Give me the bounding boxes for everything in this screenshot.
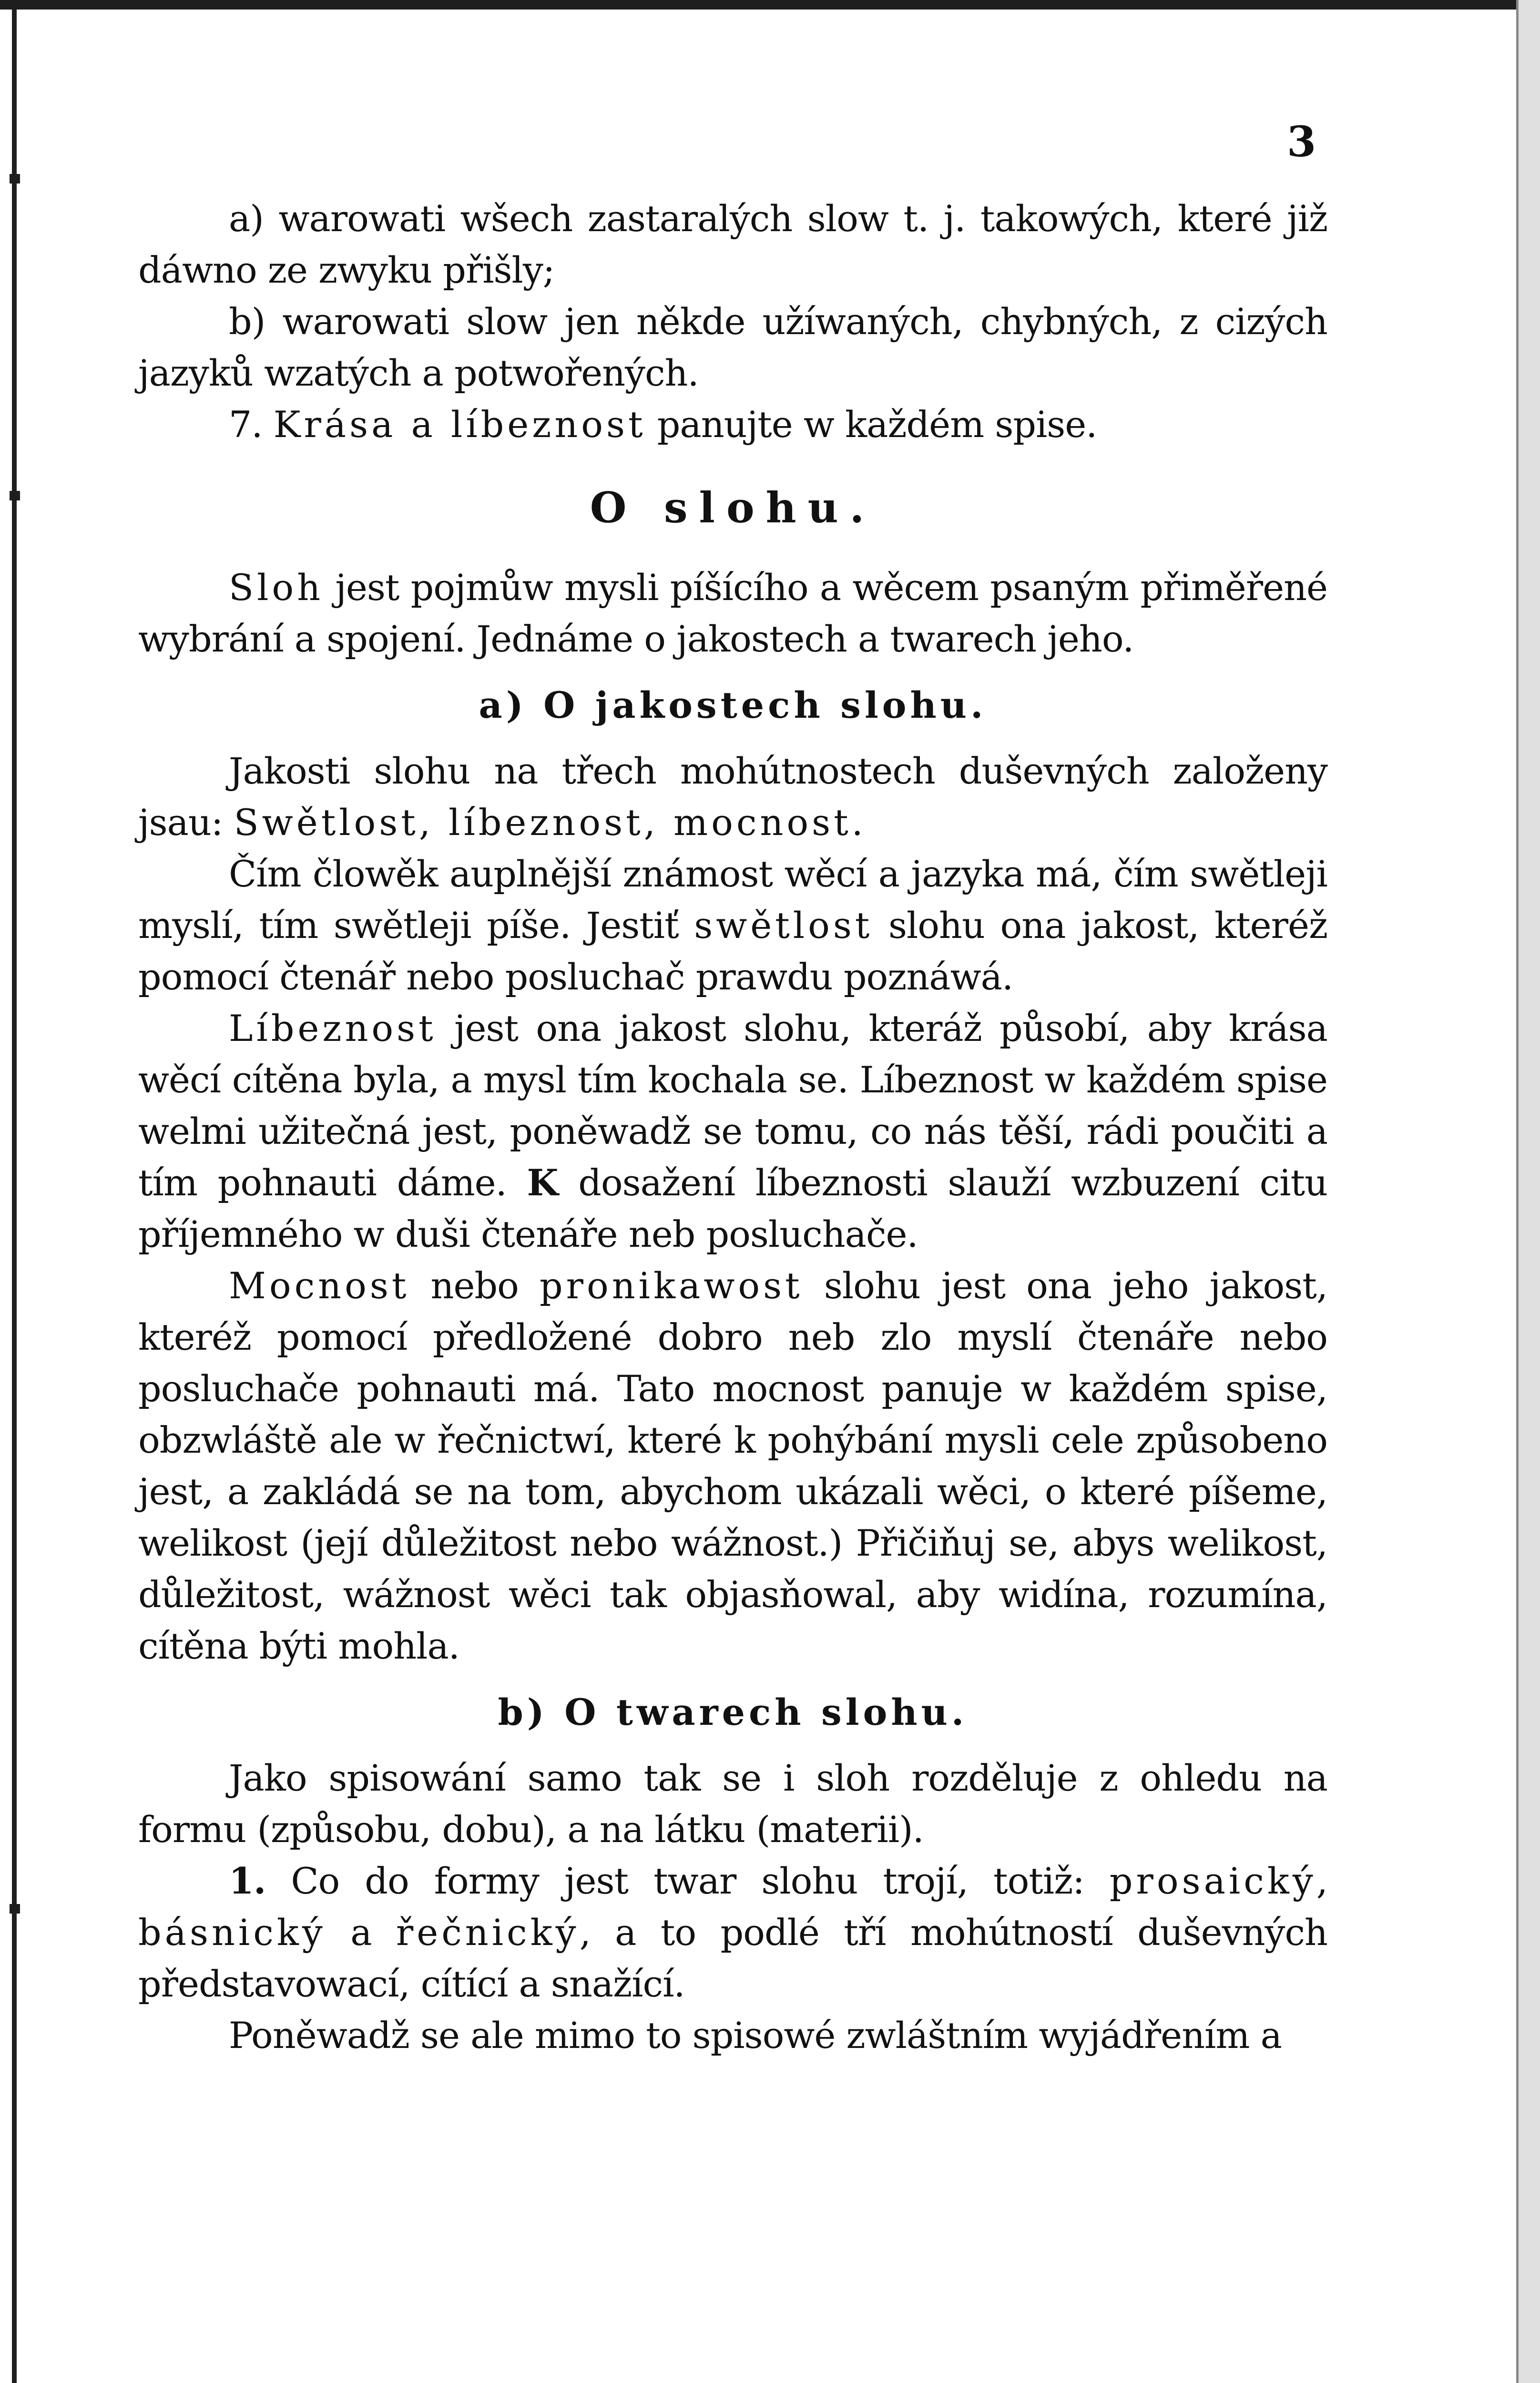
page-body <box>138 193 1327 2061</box>
emphasis-jakosti-list: Swětlost, líbeznost, mocnost. <box>234 801 867 844</box>
emphasis-sloh: Sloh <box>229 566 324 609</box>
bold-initial-k: K <box>527 1161 558 1204</box>
paragraph-spisowani: Jako spisowání samo tak se i sloh rozděluje z ohledu na formu (způsobu, dobu), a na látku (materii). <box>138 1757 1327 1851</box>
scan-border-top <box>0 0 1540 10</box>
binding-mark <box>10 1904 20 1914</box>
paragraph-rule-7 <box>138 399 1327 450</box>
emphasis-recnicky: řečnický <box>396 1911 580 1954</box>
subsection-heading-a: a) O jakostech slohu. <box>479 684 987 726</box>
mocnost-text: slohu jest ona jeho jakost, kteréž pomocí předložené dobro neb zlo myslí čtenáře nebo posluchače pohnauti má. Tato mocnost panuje w každém spise, obzwláště ale w řečnictwí, které k pohýbání mysli cele způsobeno jest, a zakládá se na tom, abychom ukázali wěci, o které píšeme, welikost (její důležitost nebo wážnost.) Přičiňuj se, abys welikost, důležitost, wážnost wěci tak objasňowal, aby widína, rozumína, cítěna býti mohla. <box>138 1264 1327 1667</box>
subsection-heading-b: b) O twarech slohu. <box>498 1691 968 1733</box>
page-number: 3 <box>1287 117 1316 166</box>
forma-text-after: a to podlé tří mohútností duševných představowací, cítící a snažící. <box>138 1911 1327 2005</box>
paragraph-rule-a: a) warowati wšech zastaralých slow t. j. takowých, které již dáwno ze zwyku přišly; <box>138 197 1327 291</box>
scan-border-left <box>12 0 17 2383</box>
emphasis-prosaicky: prosaický <box>1109 1860 1316 1902</box>
emphasis-mocnost: Mocnost <box>229 1264 410 1307</box>
swetlost-text-before: Čím člowěk auplnější známost wěcí a jazyka má, čím swětleji myslí, tím swětleji píše. Jestiť <box>138 853 1327 947</box>
jakosti-text: Jakosti slohu na třech mohútnostech duševných založeny jsau: <box>138 750 1327 844</box>
binding-mark <box>10 491 20 500</box>
paragraph-sloh-definition <box>138 562 1327 665</box>
binding-mark <box>10 174 20 183</box>
scan-border-right <box>1519 0 1540 2383</box>
paragraph-ponewadz: Poněwadž se ale mimo to spisowé zwláštním wyjádřením a <box>229 2014 1282 2057</box>
paragraph-rule-b: b) warowati slow jen někde užíwaných, chybných, z cizých jazyků wzatých a potwořených. <box>138 300 1327 394</box>
rule-number: 7. <box>229 403 263 446</box>
forma-text-before: Co do formy jest twar slohu trojí, totiž: <box>291 1860 1084 1902</box>
libeznost-text-end: dosažení líbeznosti slauží wzbuzení citu příjemného w duši čtenáře neb posluchače. <box>138 1161 1327 1255</box>
paragraph-forma: 1. Co do formy jest twar slohu trojí, totiž: prosaický, básnický a řečnický, a to podlé tří mohútností duševných představowací, cítící a snažící. <box>138 1860 1327 2005</box>
forma-conjunction: a <box>350 1911 372 1954</box>
emphasis-krasa: Krása a líbeznost <box>273 403 646 446</box>
section-heading: O slohu. <box>590 483 876 532</box>
paragraph-mocnost <box>138 1260 1327 1672</box>
mocnost-conjunction: nebo <box>430 1264 519 1307</box>
paragraph-swetlost <box>138 848 1327 1003</box>
emphasis-libeznost: Líbeznost <box>229 1007 437 1049</box>
paragraph-libeznost <box>138 1003 1327 1260</box>
rule-text: panujte w každém spise. <box>657 403 1097 446</box>
emphasis-basnicky: básnický <box>138 1911 326 1954</box>
libeznost-text: jest ona jakost slohu, kteráž působí, aby krása wěcí cítěna byla, a mysl tím kochala se. Líbeznost w každém spise welmi užitečná jest, poněwadž se tomu, co nás těší, rádi poučiti a tím pohnauti dáme. <box>138 1007 1327 1204</box>
definition-text: jest pojmůw mysli píšícího a wěcem psaným přiměřené wybrání a spojení. Jednáme o jakostech a twarech jeho. <box>138 566 1327 660</box>
paragraph-jakosti <box>138 745 1327 848</box>
emphasis-pronikawost: pronikawost <box>539 1264 803 1307</box>
emphasis-swetlost: swětlost <box>694 904 873 947</box>
item-number: 1. <box>229 1860 266 1902</box>
swetlost-text-after: slohu ona jakost, kteréž pomocí čtenář nebo posluchač prawdu poznáwá. <box>138 904 1327 998</box>
